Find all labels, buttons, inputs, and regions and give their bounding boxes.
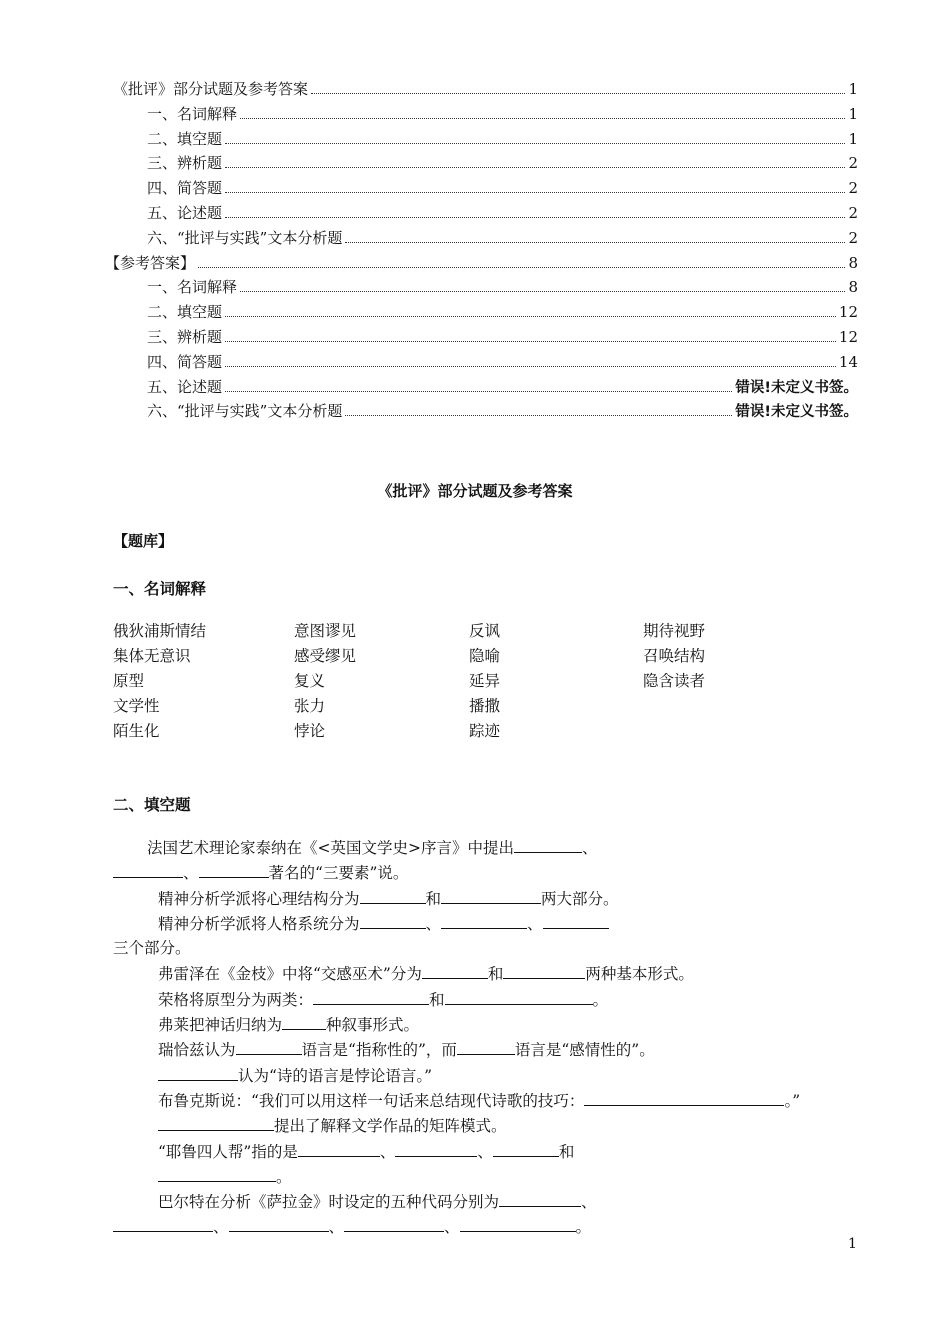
question-text: 精神分析学派将人格系统分为	[158, 914, 360, 933]
term-item: 踪迹	[469, 722, 501, 740]
question-text: 、	[183, 864, 199, 883]
document-title: 《批评》部分试题及参考答案	[377, 482, 573, 500]
section-heading-fill-blank: 二、填空题	[113, 796, 191, 814]
toc-entry[interactable]	[113, 178, 858, 203]
question-line	[113, 1013, 873, 1038]
toc-leader-dots	[225, 391, 732, 392]
term-item: 悖论	[294, 722, 326, 740]
question-line	[113, 1215, 873, 1240]
question-line	[113, 887, 873, 912]
toc-entry-title: 五、论述题	[147, 203, 223, 222]
toc-entry[interactable]	[113, 228, 858, 253]
answer-blank[interactable]	[445, 988, 593, 1005]
term-item: 隐喻	[469, 647, 501, 665]
question-text: 、	[213, 1218, 229, 1237]
term-item: 意图谬见	[294, 622, 357, 640]
toc-entry[interactable]	[113, 302, 858, 327]
term-item: 播撒	[469, 697, 501, 715]
term-item: 隐含读者	[643, 672, 706, 690]
question-text: 两大部分。	[541, 889, 619, 908]
toc-leader-dots	[311, 93, 845, 94]
toc-leader-dots	[240, 291, 845, 292]
toc-entry-title: 四、简答题	[147, 179, 223, 198]
toc-entry-title: 三、辨析题	[147, 327, 223, 346]
answer-blank[interactable]	[229, 1215, 329, 1232]
toc-entry[interactable]	[113, 277, 858, 302]
answer-blank[interactable]	[441, 887, 541, 904]
toc-entry-title: 六、“批评与实践”文本分析题	[147, 402, 343, 421]
toc-leader-dots	[225, 341, 836, 342]
answer-blank[interactable]	[158, 1165, 276, 1182]
terms-row	[113, 695, 753, 720]
question-line	[113, 1140, 873, 1165]
question-text: 种叙事形式。	[326, 1016, 420, 1035]
toc-entry-page: 8	[848, 253, 858, 272]
question-text: 和	[425, 889, 442, 908]
question-text: 巴尔特在分析《萨拉金》时设定的五种代码分别为	[158, 1193, 500, 1212]
question-text: 。”	[784, 1091, 801, 1110]
question-text: 、	[425, 914, 442, 933]
term-item: 期待视野	[643, 622, 706, 640]
question-line	[113, 1190, 873, 1215]
question-line	[113, 937, 873, 962]
toc-entry-page: 2	[848, 154, 858, 173]
question-text: 提出了解释文学作品的矩阵模式。	[274, 1117, 507, 1136]
question-line	[113, 962, 873, 987]
question-text: 。	[575, 1218, 592, 1237]
question-line	[113, 1038, 873, 1063]
terms-row	[113, 645, 753, 670]
answer-blank[interactable]	[360, 887, 426, 904]
question-line	[113, 861, 873, 886]
toc-entry[interactable]	[113, 401, 858, 426]
question-text: 布鲁克斯说：“我们可以用这样一句话来总结现代诗歌的技巧：	[158, 1091, 585, 1110]
answer-blank[interactable]	[313, 988, 429, 1005]
page-number: 1	[848, 1236, 857, 1252]
toc-entry-page: 12	[838, 303, 858, 322]
question-line	[113, 1064, 873, 1089]
question-text: “耶鲁四人帮”指的是	[158, 1142, 298, 1161]
toc-entry-title: 五、论述题	[147, 377, 223, 396]
toc-entry-title: 六、“批评与实践”文本分析题	[147, 228, 343, 247]
toc-entry[interactable]	[113, 377, 858, 402]
question-text: 、	[444, 1218, 460, 1237]
toc-entry-page: 错误!未定义书签。	[735, 404, 858, 421]
terms-row	[113, 670, 753, 695]
toc-leader-dots	[240, 118, 845, 119]
answer-blank[interactable]	[514, 836, 582, 853]
question-text: 、	[477, 1142, 493, 1161]
question-text: 认为“诗的语言是悖论语言。”	[238, 1066, 433, 1085]
question-text: 、	[328, 1218, 345, 1237]
question-text: 。	[276, 1167, 292, 1186]
toc-entry-page: 14	[838, 352, 858, 371]
answer-blank[interactable]	[113, 1215, 213, 1232]
term-item: 俄狄浦斯情结	[113, 622, 207, 640]
toc-entry-page: 1	[848, 80, 858, 98]
toc-entry-page: 1	[848, 129, 858, 148]
toc-entry[interactable]	[113, 352, 858, 377]
toc-entry[interactable]	[105, 253, 858, 278]
answer-blank[interactable]	[503, 962, 585, 979]
question-text: 两种基本形式。	[585, 965, 694, 984]
toc-leader-dots	[225, 316, 836, 317]
answer-blank[interactable]	[441, 912, 527, 929]
toc-entry-title: 一、名词解释	[147, 278, 238, 297]
toc-entry-page: 2	[848, 203, 858, 222]
term-item: 反讽	[469, 622, 501, 640]
question-text: 著名的“三要素”说。	[268, 864, 409, 883]
toc-leader-dots	[225, 217, 845, 218]
answer-blank[interactable]	[158, 1114, 274, 1131]
question-text: 荣格将原型分为两类：	[158, 990, 314, 1009]
toc-entry[interactable]	[113, 129, 858, 154]
toc-entry-page: 8	[848, 278, 858, 297]
section-heading-terms: 一、名词解释	[113, 580, 207, 598]
question-text: 精神分析学派将心理结构分为	[158, 889, 360, 908]
toc-leader-dots	[225, 192, 845, 193]
question-line	[113, 988, 873, 1013]
answer-blank[interactable]	[493, 1140, 559, 1157]
toc-leader-dots	[225, 143, 845, 144]
fill-blank-questions	[113, 836, 873, 1241]
answer-blank[interactable]	[344, 1215, 444, 1232]
toc-leader-dots	[225, 366, 836, 367]
answer-blank[interactable]	[282, 1013, 326, 1030]
question-text: 。	[592, 990, 609, 1009]
question-text: 语言是“指称性的”，而	[301, 1041, 457, 1060]
toc-entry-page: 2	[848, 179, 858, 198]
toc-leader-dots	[225, 167, 845, 168]
terms-grid	[113, 620, 753, 745]
answer-blank[interactable]	[584, 1089, 784, 1106]
question-text: 、	[379, 1142, 396, 1161]
answer-blank[interactable]	[460, 1215, 576, 1232]
term-item: 张力	[294, 697, 326, 715]
question-text: 语言是“感情性的”。	[514, 1041, 655, 1060]
term-item: 文学性	[113, 697, 160, 715]
term-item: 召唤结构	[643, 647, 706, 665]
toc-entry[interactable]	[113, 203, 858, 228]
term-item: 集体无意识	[113, 647, 191, 665]
toc-leader-dots	[198, 267, 845, 268]
answer-blank[interactable]	[236, 1038, 302, 1055]
question-line	[113, 1114, 873, 1139]
term-item: 感受缪见	[294, 647, 357, 665]
toc-entry-title: 一、名词解释	[147, 104, 238, 123]
toc-entry-title: 二、填空题	[147, 303, 223, 322]
toc-entry-page: 12	[838, 327, 858, 346]
answer-blank[interactable]	[113, 861, 183, 878]
question-text: 弗莱把神话归纳为	[158, 1016, 283, 1035]
toc-entry-title: 二、填空题	[147, 129, 223, 148]
answer-blank[interactable]	[457, 1038, 515, 1055]
question-text: 、	[527, 914, 543, 933]
question-bank-heading: 【题库】	[113, 532, 174, 550]
answer-blank[interactable]	[360, 912, 426, 929]
term-item: 复义	[294, 672, 326, 690]
terms-row	[113, 620, 753, 645]
question-text: 和	[429, 990, 445, 1009]
toc-entry[interactable]	[113, 79, 858, 104]
toc-entry-page: 1	[848, 104, 858, 123]
answer-blank[interactable]	[199, 861, 269, 878]
question-text: 三个部分。	[113, 939, 191, 958]
answer-blank[interactable]	[499, 1190, 581, 1207]
toc-entry-page: 2	[848, 228, 858, 247]
question-line	[113, 1089, 873, 1114]
question-text: 法国艺术理论家泰纳在《<英国文学史>序言》中提出	[147, 839, 514, 857]
toc-entry-title: 四、简答题	[147, 352, 223, 371]
question-line	[113, 836, 873, 861]
toc-leader-dots	[345, 415, 732, 416]
terms-row	[113, 720, 753, 745]
question-line	[113, 912, 873, 937]
toc-entry-title: 【参考答案】	[105, 253, 196, 272]
question-text: 、	[581, 1193, 597, 1212]
question-text: 瑞恰兹认为	[158, 1041, 236, 1060]
toc-entry-title: 三、辨析题	[147, 154, 223, 173]
question-line	[113, 1165, 873, 1190]
term-item: 陌生化	[113, 722, 160, 740]
question-text: 和	[487, 965, 504, 984]
table-of-contents	[105, 79, 858, 426]
toc-entry-page: 错误!未定义书签。	[735, 379, 858, 396]
toc-entry-title: 《批评》部分试题及参考答案	[113, 80, 309, 98]
answer-blank[interactable]	[422, 962, 488, 979]
answer-blank[interactable]	[395, 1140, 477, 1157]
question-text: 、	[581, 839, 598, 857]
toc-entry[interactable]	[113, 327, 858, 352]
answer-blank[interactable]	[543, 912, 609, 929]
question-text: 和	[558, 1142, 575, 1161]
term-item: 延异	[469, 672, 501, 690]
answer-blank[interactable]	[298, 1140, 380, 1157]
term-item: 原型	[113, 672, 145, 690]
toc-entry[interactable]	[113, 153, 858, 178]
answer-blank[interactable]	[158, 1064, 238, 1081]
question-text: 弗雷泽在《金枝》中将“交感巫术”分为	[158, 965, 422, 984]
toc-leader-dots	[345, 242, 845, 243]
toc-entry[interactable]	[113, 104, 858, 129]
